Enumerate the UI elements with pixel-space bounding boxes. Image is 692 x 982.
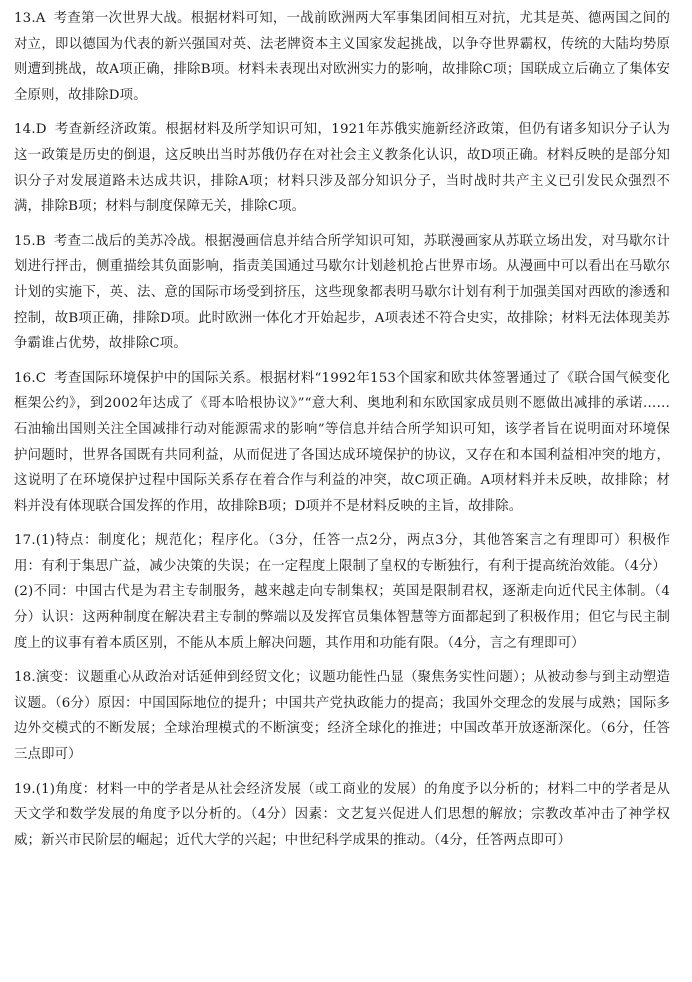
answer-choice: D	[35, 122, 47, 138]
answer-choice: B	[35, 233, 46, 249]
question-number: 15.	[14, 233, 36, 249]
answer-item-17	[14, 528, 670, 656]
answer-paragraph	[14, 6, 670, 108]
answer-explanation: (1)角度：材料一中的学者是从社会经济发展（或工商业的发展）的角度予以分析的；材料二中的学者是从天文学和数学发展的角度予以分析的。（4分）因素：文艺复兴促进人们思想的解放；宗教改革冲击了神学权威；新兴市民阶层的崛起；近代大学的兴起；中世纪科学成果的推动。（4分，任答两点即可）	[14, 781, 670, 848]
answer-explanation: 考查第一次世界大战。根据材料可知，一战前欧洲两大军事集团间相互对抗，尤其是英、德两国之间的对立，即以德国为代表的新兴强国对英、法老牌资本主义国家发起挑战，以争夺世界霸权，传统的大陆均势原则遭到挑战，故A项正确，排除B项。材料未表现出对欧洲实力的影响，故排除C项；国联成立后确立了集体安全原则，故排除D项。	[14, 11, 670, 103]
answer-paragraph	[14, 777, 670, 854]
answer-explanation-part-2: (2)不同：中国古代是为君主专制服务，越来越走向专制集权；英国是限制君权，逐渐走向近代民主体制。（4分）认识：这两种制度在解决君主专制的弊端以及发挥官员集体智慧等方面都起到了积极作用；但它与民主制度上的议事有着本质区别，不能从本质上解决问题，其作用和功能有限。（4分，言之有理即可）	[14, 584, 670, 651]
answer-paragraph	[14, 528, 670, 579]
answer-paragraph	[14, 579, 670, 656]
answer-choice: C	[35, 370, 47, 386]
answer-explanation-part-1: (1)特点：制度化；规范化；程序化。（3分，任答一点2分，两点3分，其他答案言之有理即可）积极作用：有利于集思广益，减少决策的失误；在一定程度上限制了皇权的专断独行，有利于提高统治效能。（4分）	[14, 533, 670, 574]
question-number: 18.	[14, 670, 36, 686]
question-number: 14.	[14, 122, 36, 138]
answer-explanation: 考查新经济政策。根据材料及所学知识可知，1921年苏俄实施新经济政策，但仍有诸多知识分子认为这一政策是历史的倒退，这反映出当时苏俄仍存在对社会主义教条化认识，故D项正确。材料反映的是部分知识分子对发展道路未达成共识，排除A项；材料只涉及部分知识分子，当时战时共产主义已引发民众强烈不满，排除B项；材料与制度保障无关，排除C项。	[14, 122, 670, 215]
answer-explanation: 考查二战后的美苏冷战。根据漫画信息并结合所学知识可知，苏联漫画家从苏联立场出发，对马歇尔计划进行抨击，侧重描绘其负面影响，指责美国通过马歇尔计划趁机抢占世界市场。从漫画中可以看出在马歇尔计划的实施下，英、法、意的国际市场受到挤压，这些现象都表明马歇尔计划有利于加强美国对西欧的渗透和控制，故B项正确，排除D项。此时欧洲一体化才开始起步，A项表述不符合史实，故排除；材料无法体现美苏争霸谁占优势，故排除C项。	[14, 233, 670, 352]
question-number: 17.	[14, 533, 36, 549]
answer-item-16	[14, 366, 670, 520]
answer-item-13	[14, 6, 670, 108]
answer-paragraph	[14, 117, 670, 219]
question-number: 13.	[14, 11, 36, 26]
question-number: 16.	[14, 370, 36, 386]
answer-paragraph	[14, 665, 670, 767]
answer-paragraph	[14, 229, 670, 357]
answer-item-19	[14, 777, 670, 854]
answer-choice: A	[35, 11, 46, 26]
answer-item-18	[14, 665, 670, 767]
answer-item-15	[14, 229, 670, 357]
question-number: 19.	[14, 781, 36, 797]
answer-explanation: 演变：议题重心从政治对话延伸到经贸文化；议题功能性凸显（聚焦务实性问题）；从被动参与到主动塑造议题。（6分）原因：中国国际地位的提升；中国共产党执政能力的提高；我国外交理念的发展与成熟；国际多边外交模式的不断发展；全球治理模式的不断演变；经济全球化的推进；中国改革开放逐渐深化。（6分，任答三点即可）	[14, 670, 670, 763]
answer-paragraph	[14, 366, 670, 520]
answer-explanation: 考查国际环境保护中的国际关系。根据材料“1992年153个国家和欧共体签署通过了《联合国气候变化框架公约》，到2002年达成了《哥本哈根协议》”“意大利、奥地利和东欧国家成员则不愿做出减排的承诺……石油输出国则关注全国减排行动对能源需求的影响”等信息并结合所学知识可知，该学者旨在说明面对环境保护问题时，世界各国既有共同利益，从而促进了各国达成环境保护的协议，又存在和本国利益相冲突的地方，这说明了在环境保护过程中国际关系存在着合作与利益的冲突，故C项正确。A项材料并未反映，故排除；材料并没有体现联合国发挥的作用，故排除B项；D项并不是材料反映的主旨，故排除。	[14, 370, 670, 514]
answer-item-14	[14, 117, 670, 219]
